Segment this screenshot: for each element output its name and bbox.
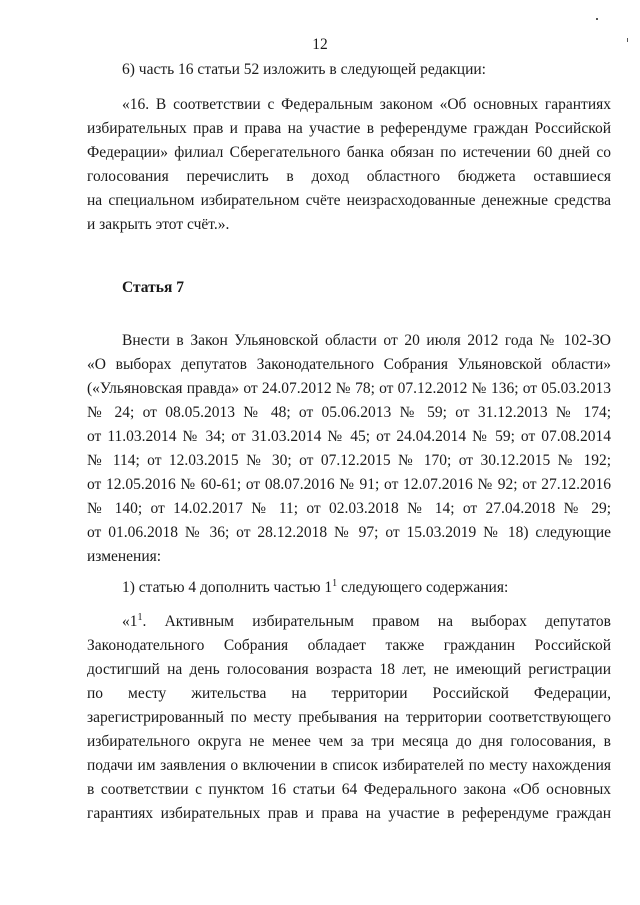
text-line: «О выборах депутатов Законодательного Собрания Ульяновской области» (87, 356, 611, 373)
text-line: зарегистрированный по месту пребывания на территории соответствующего (87, 709, 611, 726)
text-line: Внести в Закон Ульяновской области от 20 июля 2012 года № 102-ЗО (122, 332, 611, 349)
text-line: Федерации» филиал Сберегательного банка обязан по истечении 60 дней со (87, 144, 611, 161)
text-line: изменения: (87, 548, 162, 565)
text-line: достигший на день голосования возраста 18 лет, не имеющий регистрации (87, 661, 611, 678)
text-line: «16. В соответствии с Федеральным законом «Об основных гарантиях (122, 96, 611, 113)
text-line: от 12.05.2016 № 60-61; от 08.07.2016 № 91; от 12.07.2016 № 92; от 27.12.2016 (87, 476, 611, 493)
text-line: Законодательного Собрания обладает также гражданин Российской (87, 637, 611, 654)
text-line: гарантиях избирательных прав и права на участие в референдуме граждан (87, 805, 611, 822)
text-line: избирательных прав и права на участие в референдуме граждан Российской (87, 120, 611, 137)
text-line: 1) статью 4 дополнить частью $1^1$ следующего содержания: (122, 578, 509, 596)
text-line: подачи им заявления о включении в список избирателей по месту нахождения (87, 757, 611, 774)
article-heading: Статья 7 (122, 279, 184, 296)
text-line: № 114; от 12.03.2015 № 30; от 07.12.2015 № 170; от 30.12.2015 № 192; (87, 452, 611, 469)
text-line: в соответствии с пунктом 16 статьи 64 Федерального закона «Об основных (87, 781, 611, 798)
scan-speck (627, 38, 628, 42)
text-line: «$1^1$. Активным избирательным правом на выборах депутатов (122, 612, 611, 630)
text-line: 6) часть 16 статьи 52 изложить в следующей редакции: (122, 61, 486, 78)
text-line: («Ульяновская правда» от 24.07.2012 № 78; от 07.12.2012 № 136; от 05.03.2013 (87, 380, 611, 397)
text-line: голосования перечислить в доход областного бюджета оставшиеся (87, 168, 611, 185)
page-number: 12 (312, 36, 328, 53)
text-line: по месту жительства на территории Российской Федерации, (87, 685, 611, 702)
text-line: № 24; от 08.05.2013 № 48; от 05.06.2013 № 59; от 31.12.2013 № 174; (87, 404, 611, 421)
scan-speck (596, 18, 598, 20)
text-line: от 11.03.2014 № 34; от 31.03.2014 № 45; от 24.04.2014 № 59; от 07.08.2014 (87, 428, 611, 445)
text-line: на специальном избирательном счёте неизрасходованные денежные средства (87, 192, 611, 209)
text-line: от 01.06.2018 № 36; от 28.12.2018 № 97; от 15.03.2019 № 18) следующие (87, 524, 611, 541)
text-line: № 140; от 14.02.2017 № 11; от 02.03.2018 № 14; от 27.04.2018 № 29; (87, 500, 611, 517)
text-line: избирательного округа не менее чем за три месяца до дня голосования, в (87, 733, 611, 750)
text-line: и закрыть этот счёт.». (87, 216, 230, 233)
